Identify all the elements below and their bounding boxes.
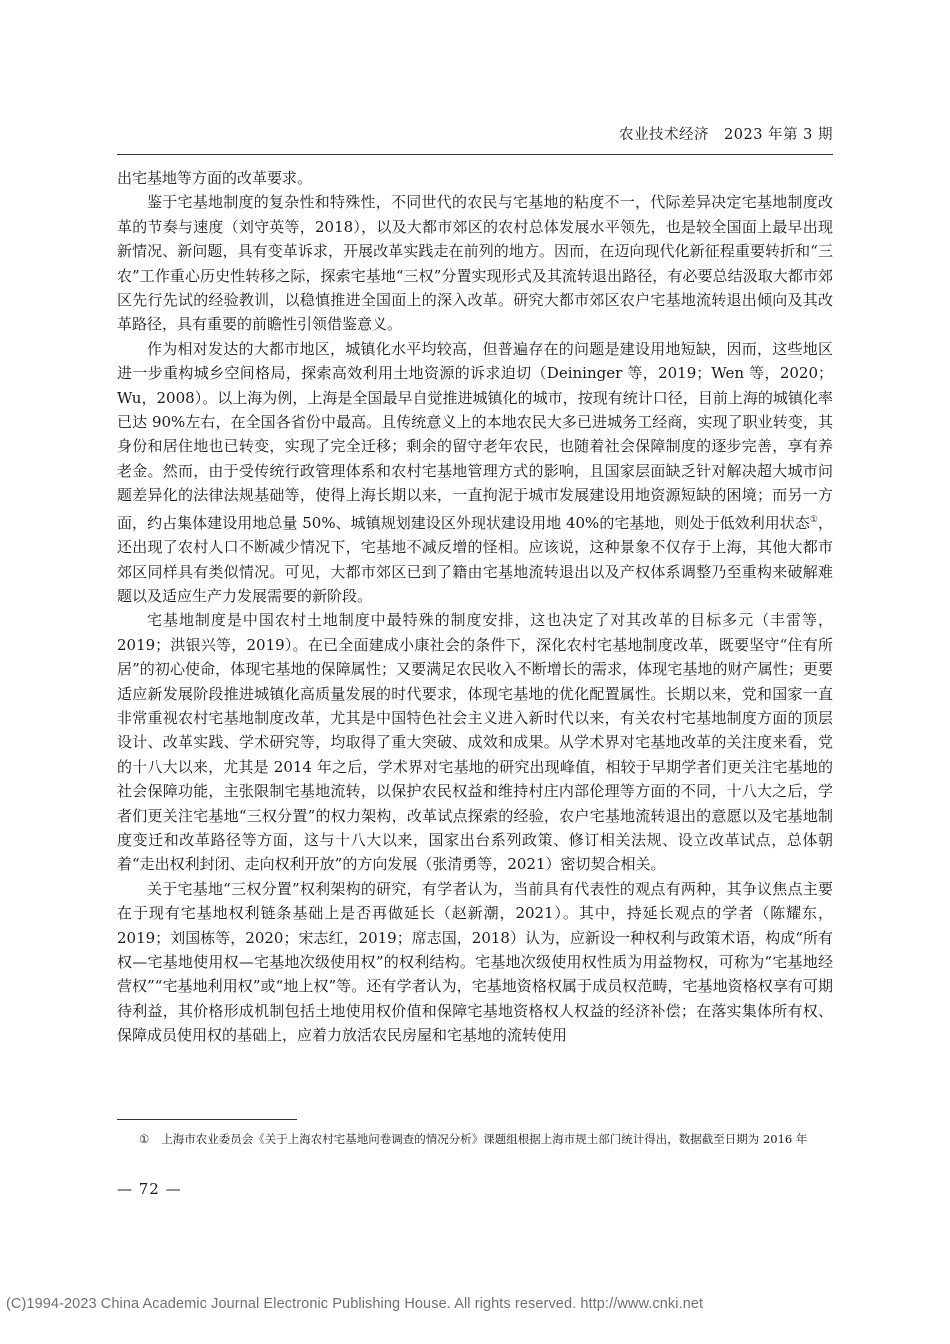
paragraph: 宅基地制度是中国农村土地制度中最特殊的制度安排，这也决定了对其改革的目标多元（丰雷等，2019；洪银兴等，2019）。在已全面建成小康社会的条件下，深化农村宅基地制度改革，既要坚守“住有所居”的初心使命，体现宅基地的保障属性；又要满足农民收入不断增长的需求，体现宅基地的财产属性；更要适应新发展阶段推进城镇化高质量发展的时代要求，体现宅基地的优化配置属性。长期以来，党和国家一直非常重视农村宅基地制度改革，尤其是中国特色社会主义进入新时代以来，有关农村宅基地制度方面的顶层设计、改革实践、学术研究等，均取得了重大突破、成效和成果。从学术界对宅基地改革的关注度来看，党的十八大以来，尤其是 2014 年之后，学术界对宅基地的研究出现峰值，相较于早期学者们更关注宅基地的社会保障功能，主张限制宅基地流转，以保护农民权益和维持村庄内部伦理等方面的不同，十八大之后，学者们更关注宅基地“三权分置”的权力架构，改革试点探索的经验，农户宅基地流转退出的意愿以及宅基地制度变迁和改革路径等方面，这与十八大以来，国家出台系列政策、修订相关法规、设立改革试点，总体朝着“走出权利封闭、走向权利开放”的方向发展（张清勇等，2021）密切契合相关。 bbox=[117, 611, 833, 874]
paragraph-text: 作为相对发达的大都市地区，城镇化水平均较高，但普遍存在的问题是建设用地短缺，因而，这些地区进一步重构城乡空间格局，探索高效利用土地资源的诉求迫切（Deininger 等，2019；Wen 等，2020；Wu，2008）。以上海为例，上海是全国最早自觉推进城镇化的城市，按现有统计口径，目前上海的城镇化率已达 90%左右，在全国各省份中最高。且传统意义上的本地农民大多已进城务工经商，实现了职业转变，其身份和居住地也已转变，实现了完全迁移；剩余的留守老年农民，也随着社会保障制度的逐步完善，享有养老金。然而，由于受传统行政管理体系和农村宅基地管理方式的影响，且国家层面缺乏针对解决超大城市问题差异化的法律法规基础等，使得上海长期以来，一直拘泥于城市发展建设用地资源短缺的困境；而另一方面，约占集体建设用地总量 50%、城镇规划建设区外现状建设用地 40%的宅基地，则处于低效利用状态 bbox=[117, 339, 833, 532]
paragraph: 关于宅基地“三权分置”权利架构的研究，有学者认为，当前具有代表性的观点有两种，其争议焦点主要在于现有宅基地权利链条基础上是否再做延长（赵新潮，2021）。其中，持延长观点的学者（陈耀东，2019；刘国栋等，2020；宋志红，2019；席志国，2018）认为，应新设一种权利与政策术语，构成“所有权—宅基地使用权—宅基地次级使用权”的权利结构。宅基地次级使用权性质为用益物权，可称为“宅基地经营权”“宅基地利用权”或“地上权”等。还有学者认为，宅基地资格权属于成员权范畴，宅基地资格权享有可期待利益，其价格形成机制包括土地使用权价值和保障宅基地资格权人权益的经济补偿；在落实集体所有权、保障成员使用权的基础上，应着力放活农民房屋和宅基地的流转使用 bbox=[117, 879, 833, 1045]
paragraph-text: ，还出现了农村人口不断减少情况下，宅基地不减反增的怪相。应该说，这种景象不仅存于上海，其他大都市郊区同样具有类似情况。可见，大都市郊区已到了籍由宅基地流转退出以及产权体系调整乃至重构来破解难题以及适应生产力发展需要的新阶段。 bbox=[117, 513, 833, 605]
footnote bbox=[117, 1130, 833, 1149]
paragraph: 鉴于宅基地制度的复杂性和特殊性，不同世代的农民与宅基地的粘度不一，代际差异决定宅基地制度改革的节奏与速度（刘守英等，2018），以及大都市郊区的农村总体发展水平领先，也是较全国面上最早出现新情况、新问题，具有变革诉求，开展改革实践走在前列的地方。因而，在迈向现代化新征程重要转折和“三农”工作重心历史性转移之际，探索宅基地“三权”分置实现形式及其流转退出路径，有必要总结汲取大都市郊区先行先试的经验教训，以稳慎推进全国面上的深入改革。研究大都市郊区农户宅基地流转退出倾向及其改革路径，具有重要的前瞻性引领借鉴意义。 bbox=[117, 193, 833, 334]
footnote-divider bbox=[117, 1119, 297, 1120]
paragraph-continuation: 出宅基地等方面的改革要求。 bbox=[117, 169, 313, 187]
running-header bbox=[117, 118, 833, 155]
footnote-mark: ① bbox=[139, 1132, 150, 1146]
copyright-watermark: (C)1994-2023 China Academic Journal Electronic Publishing House. All rights reserved. http://www.cnki.net bbox=[6, 1296, 704, 1312]
article-body bbox=[117, 166, 833, 1048]
page-number: — 72 — bbox=[117, 1180, 182, 1198]
journal-issue: 农业技术经济 2023 年第 3 期 bbox=[619, 127, 833, 143]
footnote-text: 上海市农业委员会《关于上海农村宅基地问卷调查的情况分析》课题组根据上海市规土部门统计得出，数据截至日期为 2016 年 bbox=[161, 1132, 808, 1146]
footnote-reference[interactable]: ① bbox=[809, 514, 818, 525]
paragraph bbox=[117, 337, 833, 608]
